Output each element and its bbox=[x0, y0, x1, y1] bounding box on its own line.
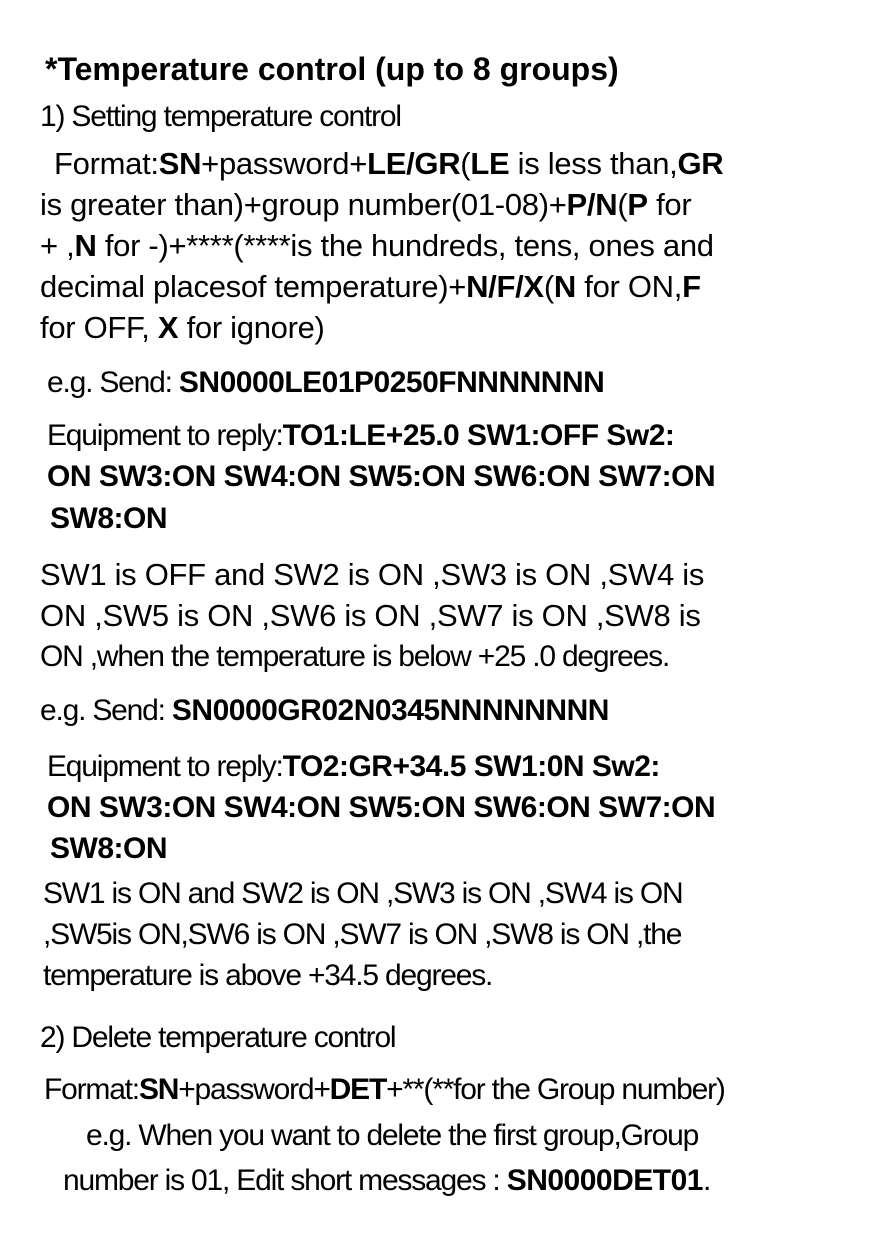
example-2-desc-line-3: temperature is above +34.5 degrees. bbox=[43, 959, 493, 992]
example-2-desc-line-2: ,SW5is ON,SW6 is ON ,SW7 is ON ,SW8 is ON ,the bbox=[43, 918, 682, 951]
example-2-reply-line-1: Equipment to reply:TO2:GR+34.5 SW1:0N Sw2: bbox=[47, 750, 660, 783]
format-line-5: for OFF, X for ignore) bbox=[40, 310, 325, 345]
format-line-4: decimal placesof temperature)+N/F/X(N for ON,F bbox=[40, 269, 701, 304]
example-1-reply-line-3: SW8:ON bbox=[50, 502, 167, 535]
example-1-desc-line-3: ON ,when the temperature is below +25 .0 degrees. bbox=[40, 640, 670, 673]
page-title: *Temperature control (up to 8 groups) bbox=[45, 51, 619, 87]
delete-format-line: Format:SN+password+DET+**(**for the Group number) bbox=[44, 1073, 725, 1106]
example-1-desc-line-2: ON ,SW5 is ON ,SW6 is ON ,SW7 is ON ,SW8 is bbox=[40, 598, 701, 633]
delete-example-line-1: e.g. When you want to delete the first group,Group bbox=[86, 1119, 699, 1152]
example-1-reply-line-2: ON SW3:ON SW4:ON SW5:ON SW6:ON SW7:ON bbox=[47, 460, 716, 493]
example-2-reply-line-2: ON SW3:ON SW4:ON SW5:ON SW6:ON SW7:ON bbox=[47, 791, 716, 824]
example-1-desc-line-1: SW1 is OFF and SW2 is ON ,SW3 is ON ,SW4 is bbox=[40, 557, 705, 592]
example-2-reply-line-3: SW8:ON bbox=[50, 832, 167, 865]
section-1-heading: 1) Setting temperature control bbox=[40, 100, 401, 133]
example-1-reply-line-1: Equipment to reply:TO1:LE+25.0 SW1:OFF Sw2: bbox=[47, 419, 675, 452]
format-line-2: is greater than)+group number(01-08)+P/N(P for bbox=[40, 187, 692, 222]
example-1-send: e.g. Send: SN0000LE01P0250FNNNNNNN bbox=[47, 366, 605, 399]
section-2-heading: 2) Delete temperature control bbox=[40, 1021, 396, 1054]
format-line-3: + ,N for -)+****(****is the hundreds, tens, ones and bbox=[40, 228, 714, 263]
example-2-send: e.g. Send: SN0000GR02N0345NNNNNNNN bbox=[40, 694, 609, 727]
format-line-1: Format:SN+password+LE/GR(LE is less than,GR bbox=[54, 146, 724, 181]
example-2-desc-line-1: SW1 is ON and SW2 is ON ,SW3 is ON ,SW4 is ON bbox=[43, 877, 683, 910]
delete-example-line-2: number is 01, Edit short messages : SN0000DET01. bbox=[63, 1164, 711, 1197]
